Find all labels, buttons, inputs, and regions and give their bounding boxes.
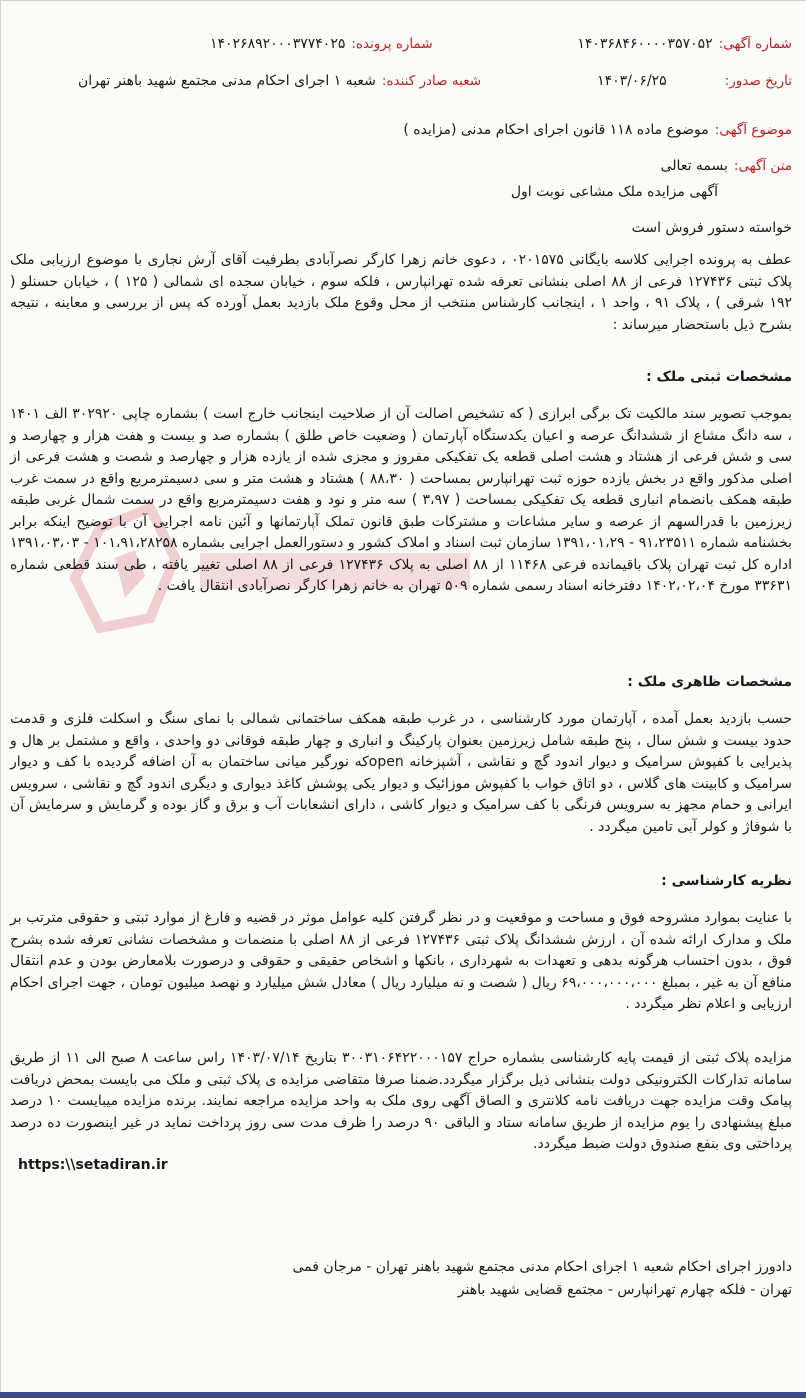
- file-number-row: [210, 36, 433, 52]
- intro-text: عطف به پرونده اجرایی کلاسه بایگانی ۰۲۰۱۵۷۵ ، دعوی خانم زهرا کارگر نصرآبادی بطرفیت آقای آرش نجاری با موضوع ارزیابی ملک پلاک ثبتی ۱۲۷۴۳۶ فرعی از ۸۸ اصلی بنشانی تعرفه شده تهرانپارس ، فلکه سوم ، خیابان سجده ای شمالی ( ۱۲۵ ) ، خیابان حسنلو ( ۱۹۲ شرقی ) ، پلاک ۹۱ ، واحد ۱ ، اینجانب کارشناس منتخب از محل وقوع ملک بازدید بعمل آورده که پس از بررسی و معاینه ، نتیجه بشرح ذیل باستحضار میرساند :: [10, 252, 793, 333]
- registration-text: بموجب تصویر سند مالکیت تک برگی ابرازی ( که تشخیص اصالت آن از صلاحیت اینجانب خارج است ) بشماره چاپی ۳۰۲۹۲۰ الف ۱۴۰۱ ، سه دانگ مشاع از ششدانگ عرصه و اعیان یکدستگاه آپارتمان ( وضعیت خاص طلق ) بشماره صد و بیست و هفت هزار و چهارصد و سی و شش فرعی از هشتاد و هشت اصلی قطعه یک تفکیکی مفروز و مجزی شده از یازده هزار و چهارصد و شصت و هشت فرعی از اصلی مذکور واقع در بخش یازده حوزه ثبت تهرانپارس بمساحت ( ۸۸،۳۰ ) هشتاد و هشت متر و سی دسیمترمربع واقع در سمت غرب طبقه همکف بانضمام انباری قطعه یک تفکیکی بمساحت ( ۳،۹۷ ) سه متر و نود و هفت دسیمترمربع واقع در سمت شمال غربی طبقه زیرزمین با قدرالسهم از عرصه و سایر مشاعات و مشترکات طبق قانون تملک آپارتمانها و آئین نامه اجرایی آن با توضیح اینکه برابر بخشنامه شماره ۹۱،۲۳۵۱۱ - ۱۳۹۱،۰۱،۲۹ سازمان ثبت اسناد و املاک کشور و دستورالعمل اجرایی بشماره ۱۰۱،۹۱،۲۸۲۵۸ - ۱۳۹۱،۰۳،۰۳ اداره کل ثبت تهران پلاک باقیمانده فرعی ۱۱۴۶۸ از ۸۸ اصلی به پلاک ۱۲۷۴۳۶ فرعی از ۸۸ اصلی تغییر یافته ، طی سند قطعی شماره ۳۳۶۳۱ مورخ ۱۴۰۲،۰۲،۰۴ دفترخانه اسناد رسمی شماره ۵۰۹ تهران به خانم زهرا کارگر نصرآبادی انتقال یافت .: [10, 406, 792, 594]
- file-number: ۱۴۰۲۶۸۹۲۰۰۰۳۷۷۴۰۲۵: [210, 36, 346, 52]
- intro-paragraph: [10, 250, 792, 336]
- opinion-paragraph: [10, 908, 792, 1016]
- signature-line-1: دادورز اجرای احکام شعبه ۱ اجرای احکام مدنی مجتمع شهید باهنر تهران - مرجان فمی: [292, 1259, 792, 1275]
- issuer: شعبه ۱ اجرای احکام مدنی مجتمع شهید باهنر تهران: [78, 73, 376, 89]
- auction-paragraph: [10, 1048, 792, 1156]
- opinion-title: نظریه کارشناسی :: [661, 873, 792, 889]
- signature-line-2: تهران - فلکه چهارم تهرانپارس - مجتمع قضایی شهید باهنر: [457, 1282, 792, 1298]
- issuer-row: [78, 73, 481, 89]
- text-label: متن آگهی:: [733, 158, 792, 174]
- subject: موضوع ماده ۱۱۸ قانون اجرای احکام مدنی (مزایده ): [403, 122, 709, 138]
- setadiran-link[interactable]: https:\\setadiran.ir: [18, 1157, 168, 1173]
- subject-row: [403, 122, 792, 138]
- opinion-text: با عنایت بموارد مشروحه فوق و مساحت و موقعیت و در نظر گرفتن کلیه عوامل موثر در قضیه و فارغ از موارد ثبتی و حقوقی مترتب بر ملک و مدارک ارائه شده آن ، ارزش ششدانگ پلاک ثبتی ۱۲۷۴۳۶ فرعی از ۸۸ اصلی با منضمات و مشخصات نشانی تعرفه شده بشرح فوق ، بدون احتساب هرگونه بدهی و تعهدات به شهرداری ، بانکها و اشخاص حقیقی و حقوقی و درصورت بلامعارض بودن و عدم انتقال منافع آن به غیر ، بمبلغ ۶۹،۰۰۰،۰۰۰،۰۰۰ ریال ( شصت و نه میلیارد ریال ) معادل شش میلیارد و نهصد میلیون تومان ، جهت اجرای احکام ارزیابی و اعلام نظر میگردد .: [10, 910, 793, 1012]
- text-row: [661, 158, 792, 174]
- request-line: خواسته دستور فروش است: [631, 220, 792, 236]
- ad-number: ۱۴۰۳۶۸۴۶۰۰۰۰۳۵۷۰۵۲: [577, 36, 713, 52]
- file-number-label: شماره پرونده:: [351, 36, 433, 52]
- ad-title: آگهی مزایده ملک مشاعی نوبت اول: [510, 184, 718, 200]
- subject-label: موضوع آگهی:: [714, 122, 792, 138]
- auction-text: مزایده پلاک ثبتی از قیمت پایه کارشناسی بشماره حراج ۳۰۰۳۱۰۶۴۲۲۰۰۰۱۵۷ بتاریخ ۱۴۰۳/۰۷/۱۴ راس ساعت ۸ صبح الی ۱۱ از طریق سامانه تدارکات الکترونیکی دولت بنشانی ذیل برگزار میگردد.ضمنا صرفا متقاضی مزایده ی پلاک ثبتی و ملک می بایست بمحض دریافت پیامک وقت مزایده جهت دریافت نامه کلانتری و الصاق آگهی روی ملک به واحد مزایده مراجعه نمایند. برنده مزایده میبایست ۱۰ درصد مبلغ پیشنهادی را یوم مزایده از طریق سامانه ستاد و الباقی ۹۰ درصد را ظرف مدت سی روز پرداخت نماید در غیر اینصورت ده درصد پرداختی وی بنفع صندوق دولت ضبط میگردد.: [10, 1050, 793, 1152]
- issue-date-label: تاریخ صدور:: [724, 73, 792, 89]
- ad-number-row: [577, 36, 792, 52]
- issuer-label: شعبه صادر کننده:: [381, 73, 482, 89]
- physical-title: مشخصات ظاهری ملک :: [627, 674, 792, 690]
- signature-block: [293, 1256, 793, 1302]
- ad-number-label: شماره آگهی:: [718, 36, 792, 52]
- registration-title: مشخصات ثبتی ملک :: [646, 369, 792, 385]
- issue-date: ۱۴۰۳/۰۶/۲۵: [597, 73, 667, 89]
- issue-date-row: [597, 73, 792, 89]
- physical-text: حسب بازدید بعمل آمده ، آپارتمان مورد کارشناسی ، در غرب طبقه همکف ساختمانی شمالی با نمای سنگ و اسکلت فلزی و قدمت حدود بیست و شش سال ، پنج طبقه شامل زیرزمین بعنوان پارکینگ و انباری و چهار طبقه فوقانی دو واحدی ، واقع و مشتمل بر هال و پذیرایی با کفپوش سرامیک و دیوار اندود گچ و نقاشی ، آشپزخانه openکه نورگیر میانی ساختمان به آن اضافه گردیده با کف و دیوار سرامیک و کابینت های گلاس ، دو اتاق خواب با کفپوش موزائیک و دیوار یکی پوشش کاغذ دیواری و دیگری اندود گچ و نقاشی ، سرویس ایرانی و حمام مجهز به سرویس فرنگی با کف سرامیک و دیوار کاشی ، دارای انشعابات آب و برق و گاز بوده و گرمایش و سرمایش آن با شوفاژ و کولر آبی تامین میگردد .: [10, 711, 793, 835]
- physical-paragraph: [10, 709, 792, 838]
- registration-paragraph: [10, 404, 792, 598]
- bismillah: بسمه تعالی: [660, 158, 728, 174]
- bottom-bar: [0, 1392, 806, 1398]
